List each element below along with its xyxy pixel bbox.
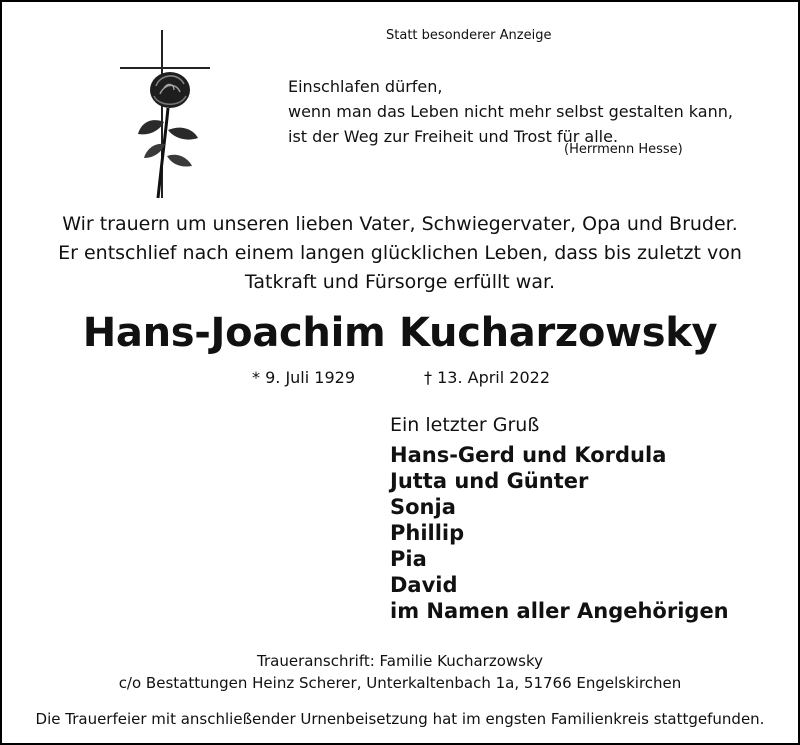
quote-block xyxy=(288,74,733,149)
birth-date: * 9. Juli 1929 xyxy=(252,368,355,387)
address-line: Traueranschrift: Familie Kucharzowsky xyxy=(257,652,543,670)
notice-header: Statt besonderer Anzeige xyxy=(386,28,552,43)
greeting-text: Ein letzter Gruß xyxy=(390,414,540,436)
mourner-item: Phillip xyxy=(390,521,465,545)
quote-line: wenn man das Leben nicht mehr selbst gestalten kann, xyxy=(288,102,733,121)
quote-line: ist der Weg zur Freiheit und Trost für alle. xyxy=(288,127,619,146)
quote-line: Einschlafen dürfen, xyxy=(288,77,443,96)
mourning-line: Tatkraft und Fürsorge erfüllt war. xyxy=(244,271,556,293)
mourner-item: David xyxy=(390,573,458,597)
mourner-item: Sonja xyxy=(390,495,456,519)
mourning-line: Wir trauern um unseren lieben Vater, Schwiegervater, Opa und Bruder. xyxy=(62,213,738,235)
mourner-item: Jutta und Günter xyxy=(390,469,589,493)
mourners-list xyxy=(390,442,729,624)
cross-with-rose-icon xyxy=(118,30,214,202)
mourner-item: im Namen aller Angehörigen xyxy=(390,599,729,623)
mourner-item: Pia xyxy=(390,547,427,571)
quote-author: (Herrmenn Hesse) xyxy=(564,142,683,157)
address-line: c/o Bestattungen Heinz Scherer, Unterkaltenbach 1a, 51766 Engelskirchen xyxy=(118,674,682,692)
mourning-text xyxy=(2,210,798,297)
funeral-note: Die Trauerfeier mit anschließender Urnenbeisetzung hat im engsten Familienkreis stattgefunden. xyxy=(35,710,765,728)
death-date: † 13. April 2022 xyxy=(424,368,550,387)
mourner-item: Hans-Gerd und Kordula xyxy=(390,443,667,467)
mourning-line: Er entschlief nach einem langen glücklichen Leben, dass bis zuletzt von xyxy=(58,242,742,264)
deceased-name: Hans-Joachim Kucharzowsky xyxy=(82,310,718,356)
mourning-address xyxy=(2,650,798,694)
